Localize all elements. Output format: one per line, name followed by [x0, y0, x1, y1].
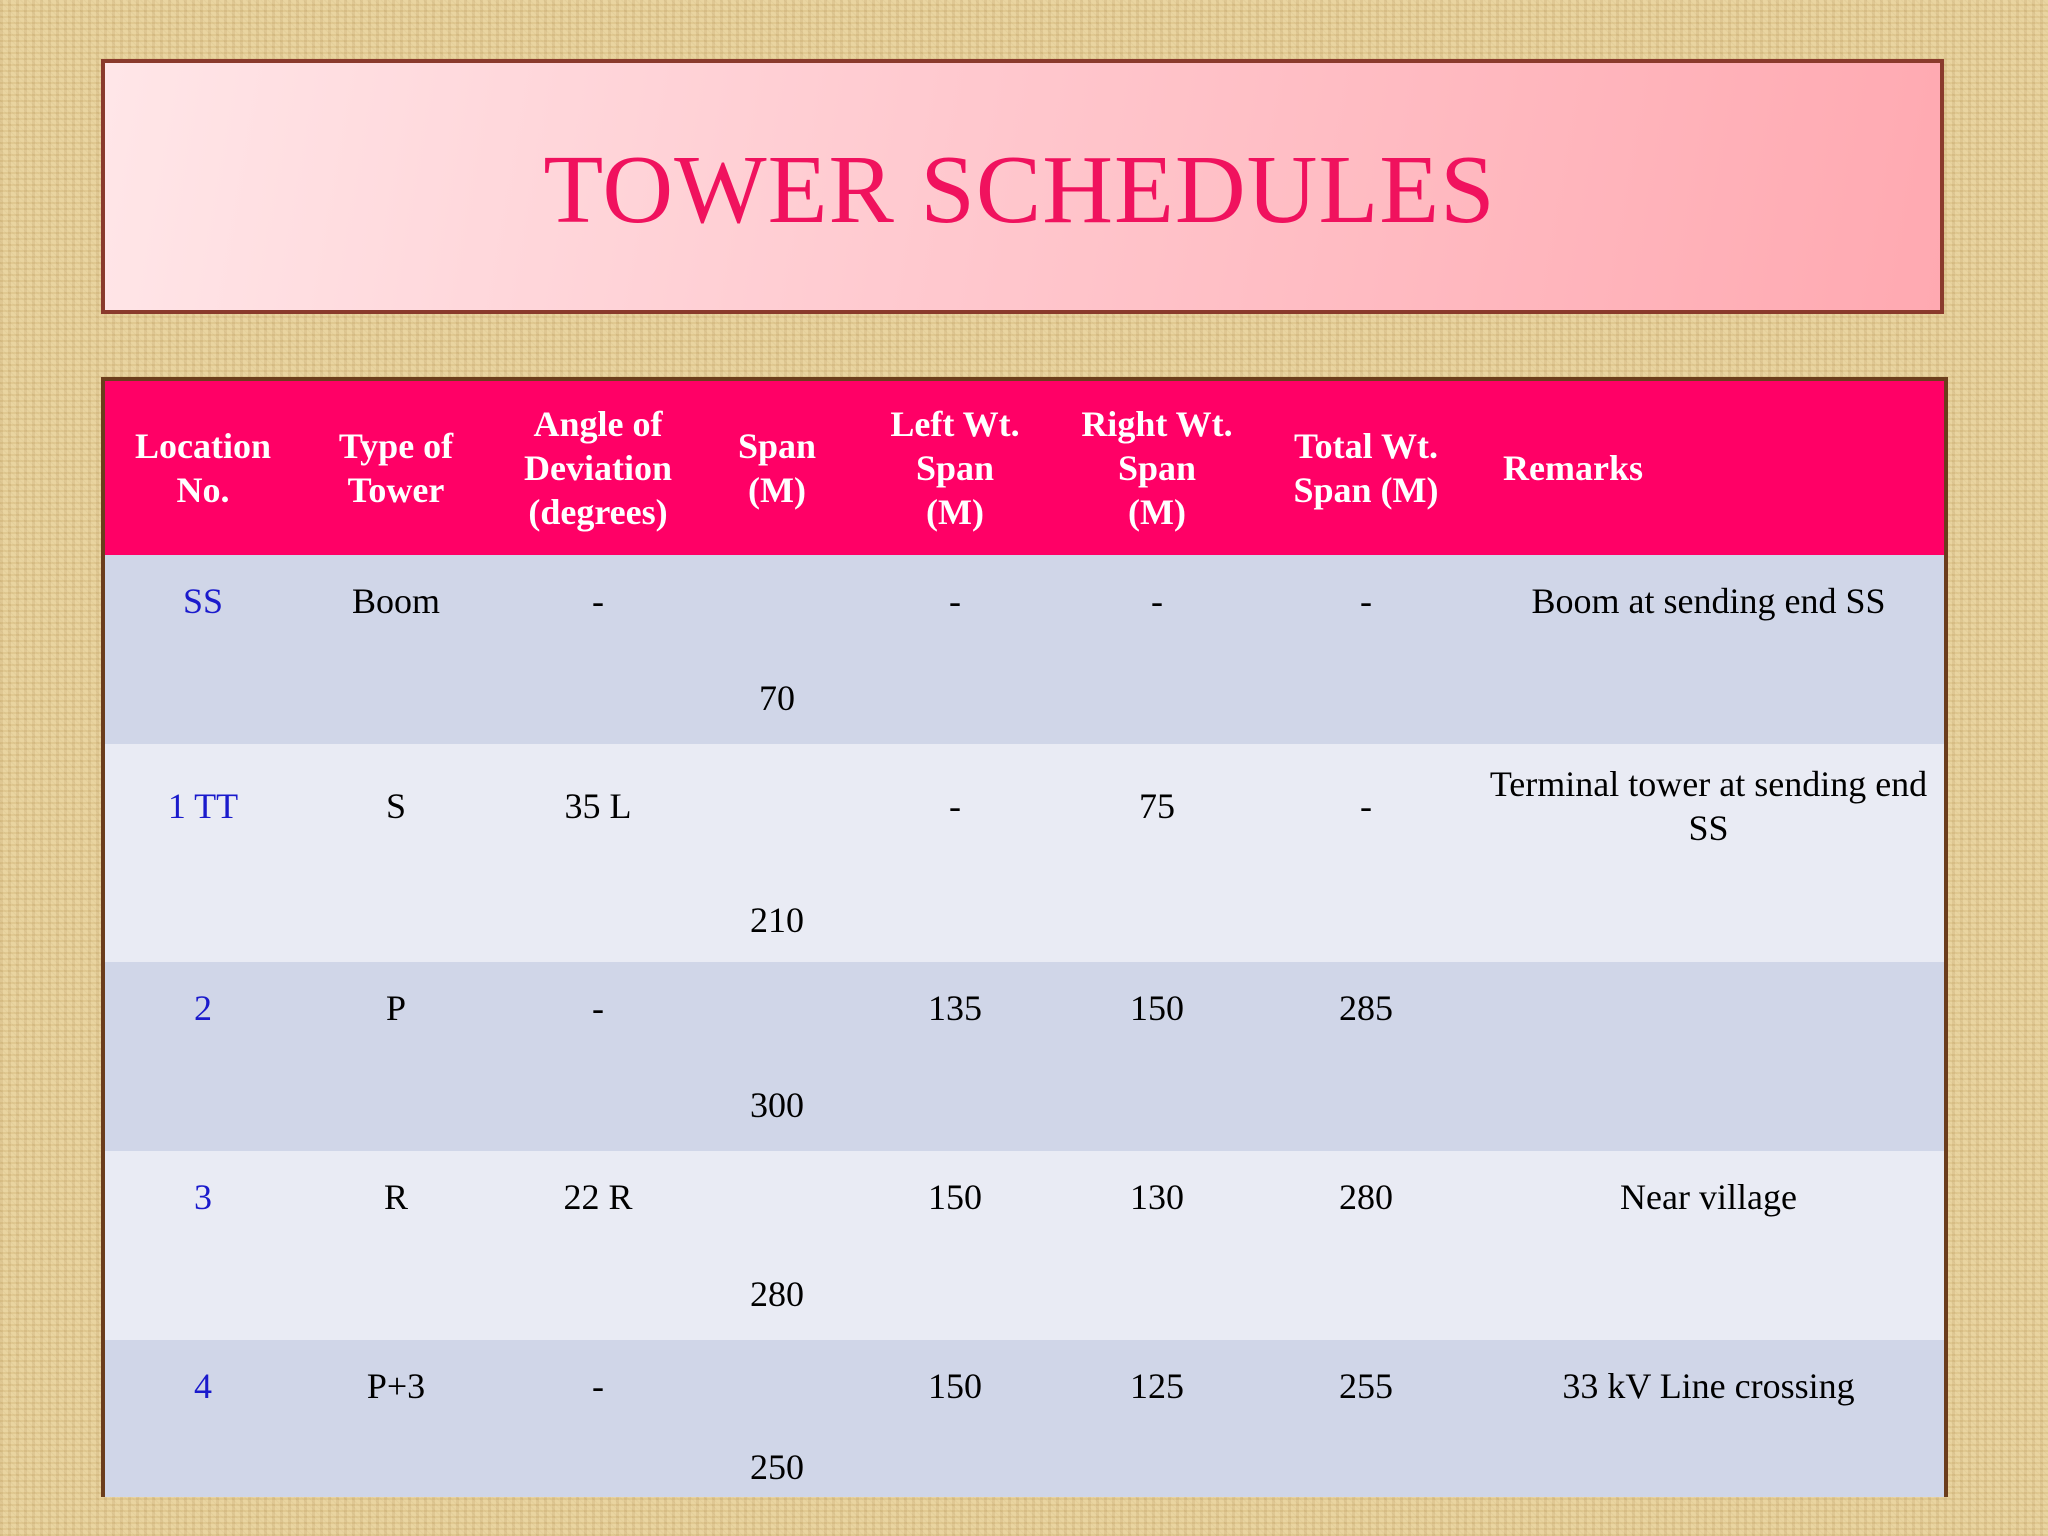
tower-schedule-table-frame [101, 377, 1948, 1497]
remarks-cell: Boom at sending end SS [1531, 581, 1886, 621]
span-cell: 300 [750, 1085, 804, 1125]
page-title: TOWER SCHEDULES [543, 135, 1496, 244]
location-cell: 3 [194, 1177, 212, 1217]
remarks-cell: 33 kV Line crossing [1562, 1366, 1855, 1406]
header-total-wt-span: Total Wt. Span (M) [1293, 426, 1439, 510]
header-span: Span (M) [737, 426, 817, 510]
angle-cell: - [592, 581, 604, 621]
table-row [105, 962, 1944, 1151]
title-banner [101, 59, 1944, 314]
total-wt-span-cell: - [1360, 581, 1372, 621]
left-wt-span-cell: 135 [928, 988, 982, 1028]
angle-cell: - [592, 1366, 604, 1406]
total-wt-span-cell: 285 [1339, 988, 1393, 1028]
total-wt-span-cell: 280 [1339, 1177, 1393, 1217]
right-wt-span-cell: 75 [1139, 786, 1175, 826]
span-cell: 210 [750, 900, 804, 940]
left-wt-span-cell: 150 [928, 1177, 982, 1217]
table-row [105, 1151, 1944, 1340]
right-wt-span-cell: 125 [1130, 1366, 1184, 1406]
total-wt-span-cell: - [1360, 786, 1372, 826]
header-right-wt-span: Right Wt. Span (M) [1081, 404, 1233, 532]
remarks-cell [1479, 962, 1944, 1151]
right-wt-span-cell: 150 [1130, 988, 1184, 1028]
tower-type-cell: P [385, 988, 407, 1028]
span-cell: 280 [750, 1274, 804, 1314]
tower-schedule-table [105, 381, 1944, 1497]
table-header-row [105, 381, 1944, 555]
header-type-of-tower: Type of Tower [338, 426, 454, 510]
header-location-no: Location No. [134, 426, 271, 510]
tower-type-cell: R [383, 1177, 408, 1217]
table-row [105, 1340, 1944, 1497]
header-left-wt-span: Left Wt. Span (M) [890, 404, 1020, 532]
left-wt-span-cell: - [949, 581, 961, 621]
left-wt-span-cell: 150 [928, 1366, 982, 1406]
tower-type-cell: Boom [351, 581, 440, 621]
right-wt-span-cell: - [1151, 581, 1163, 621]
header-remarks: Remarks [1503, 448, 1643, 488]
angle-cell: 22 R [563, 1177, 633, 1217]
total-wt-span-cell: 255 [1339, 1366, 1393, 1406]
location-cell: 1 TT [167, 786, 239, 826]
left-wt-span-cell: - [949, 786, 961, 826]
remarks-cell: Terminal tower at sending end SS [1489, 764, 1928, 848]
tower-type-cell: P+3 [366, 1366, 426, 1406]
location-cell: 2 [194, 988, 212, 1028]
span-cell: 70 [759, 678, 795, 718]
location-cell: 4 [194, 1366, 212, 1406]
tower-type-cell: S [385, 786, 407, 826]
right-wt-span-cell: 130 [1130, 1177, 1184, 1217]
remarks-cell: Near village [1620, 1177, 1797, 1217]
location-cell: SS [182, 581, 224, 621]
table-row [105, 744, 1944, 962]
angle-cell: - [592, 988, 604, 1028]
table-row [105, 555, 1944, 744]
span-cell: 250 [750, 1447, 804, 1487]
angle-cell: 35 L [564, 786, 632, 826]
header-angle-of-deviation: Angle of Deviation (degrees) [524, 404, 672, 532]
